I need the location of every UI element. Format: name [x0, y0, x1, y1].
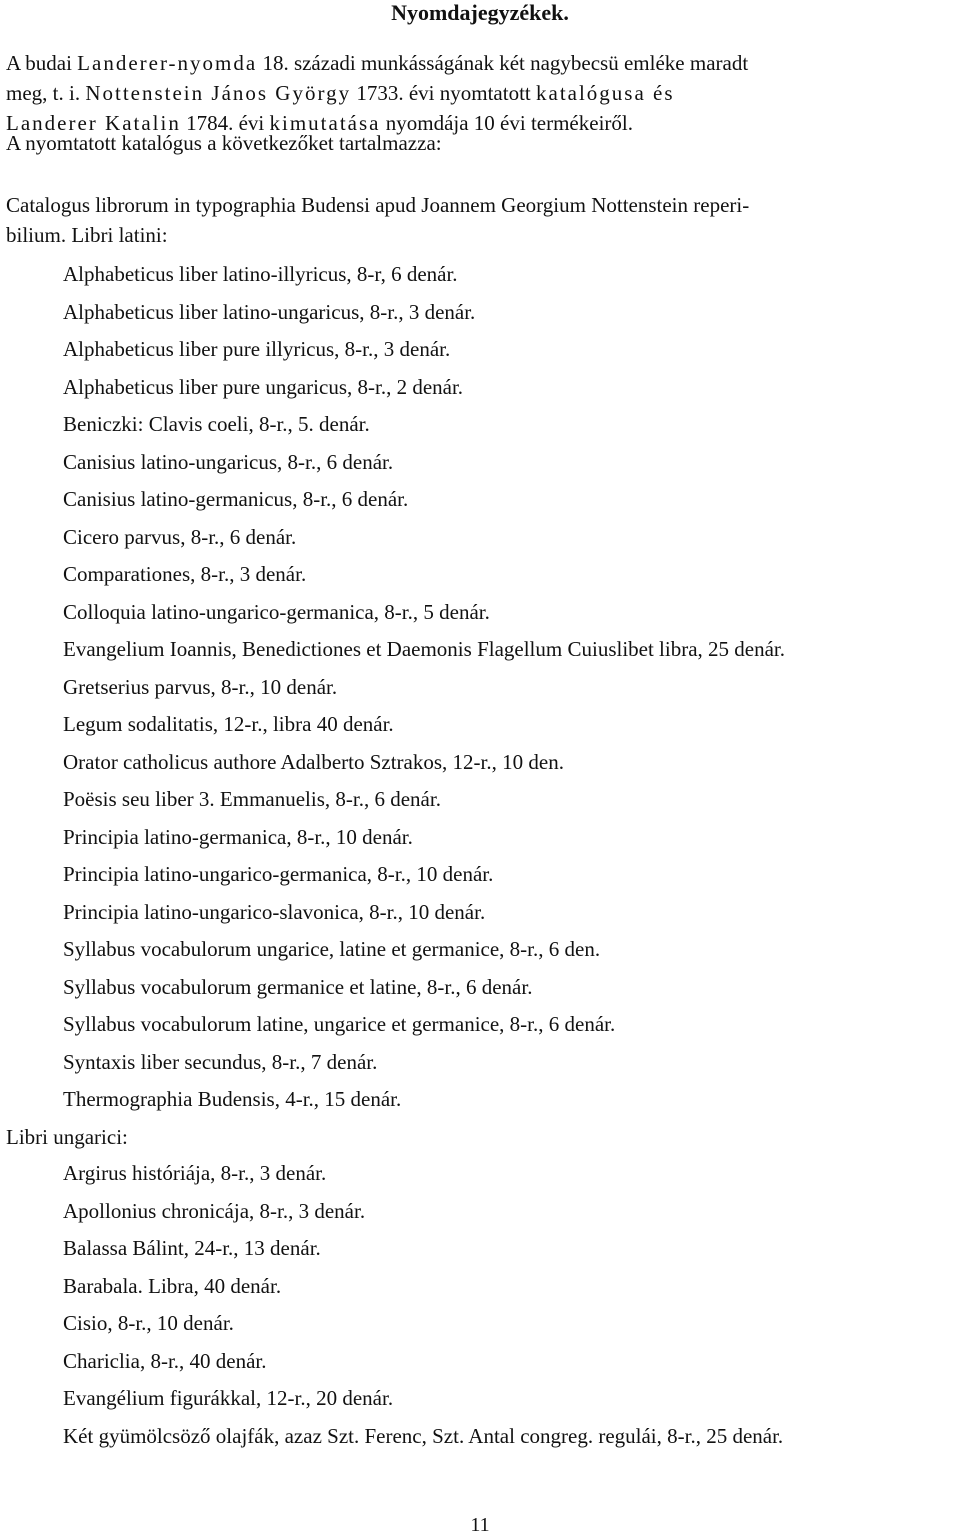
- intro-line: [6, 78, 954, 108]
- list-item: Comparationes, 8-r., 3 denár.: [63, 562, 307, 586]
- emphasized-name: Landerer Katalin: [6, 111, 181, 135]
- list-item: Evangelium Ioannis, Benedictiones et Daemonis Flagellum Cuiuslibet libra, 25 denár.: [63, 637, 786, 661]
- intro-text: 1733. évi nyomtatott: [351, 81, 536, 105]
- catalog-title-line: Catalogus librorum in typographia Budensi apud Joannem Georgium Nottenstein reperi-: [6, 193, 750, 217]
- emphasized-term: katalógusa és: [536, 81, 675, 105]
- intro-line: [6, 48, 954, 78]
- intro-text: 1784. évi: [180, 111, 270, 135]
- list-item: Poësis seu liber 3. Emmanuelis, 8-r., 6 denár.: [63, 787, 441, 811]
- list-item: Balassa Bálint, 24-r., 13 denár.: [63, 1236, 321, 1260]
- libri-ungarici-heading: Libri ungarici:: [6, 1125, 128, 1149]
- libri-ungarici-list: [63, 1158, 783, 1458]
- intro-paragraph: [6, 48, 954, 138]
- list-item: Cicero parvus, 8-r., 6 denár.: [63, 524, 297, 549]
- list-item: Gretserius parvus, 8-r., 10 denár.: [63, 674, 338, 699]
- intro-text: meg, t. i.: [6, 81, 86, 105]
- emphasized-name: Nottenstein János György: [85, 81, 352, 105]
- intro-text: A budai: [6, 51, 78, 75]
- page-title: Nyomdajegyzékek.: [391, 0, 569, 25]
- list-item: Principia latino-ungarico-slavonica, 8-r., 10 denár.: [63, 899, 486, 924]
- emphasized-name: Landerer-nyomda: [77, 51, 258, 75]
- intro-text: 18. századi munkásságának két nagybecsü emléke maradt: [257, 51, 749, 75]
- list-item: Canisius latino-ungaricus, 8-r., 6 denár.: [63, 449, 394, 474]
- list-item: Orator catholicus authore Adalberto Sztrakos, 12-r., 10 den.: [63, 749, 564, 774]
- list-item: Beniczki: Clavis coeli, 8-r., 5. denár.: [63, 412, 370, 436]
- list-item: Alphabeticus liber latino-ungaricus, 8-r., 3 denár.: [63, 299, 476, 324]
- list-item: Alphabeticus liber pure ungaricus, 8-r., 2 denár.: [63, 374, 464, 399]
- list-item: Colloquia latino-ungarico-germanica, 8-r., 5 denár.: [63, 599, 490, 624]
- list-item: Argirus históriája, 8-r., 3 denár.: [63, 1161, 327, 1185]
- emphasized-term: kimutatása: [269, 111, 381, 135]
- list-item: Chariclia, 8-r., 40 denár.: [63, 1348, 267, 1373]
- list-item: Evangélium figurákkal, 12-r., 20 denár.: [63, 1386, 394, 1410]
- list-item: Barabala. Libra, 40 denár.: [63, 1273, 282, 1298]
- catalog-title-line: bilium. Libri latini:: [6, 223, 168, 247]
- list-item: Canisius latino-germanicus, 8-r., 6 denár.: [63, 487, 409, 511]
- catalog-title: [6, 190, 952, 250]
- libri-latini-list: [63, 259, 785, 1122]
- list-item: Syllabus vocabulorum germanice et latine, 8-r., 6 denár.: [63, 974, 533, 999]
- list-item: Cisio, 8-r., 10 denár.: [63, 1311, 234, 1335]
- list-item: Syllabus vocabulorum ungarice, latine et germanice, 8-r., 6 den.: [63, 937, 601, 961]
- list-item: Legum sodalitatis, 12-r., libra 40 denár.: [63, 712, 394, 736]
- list-item: Principia latino-ungarico-germanica, 8-r., 10 denár.: [63, 862, 494, 886]
- list-item: Syntaxis liber secundus, 8-r., 7 denár.: [63, 1049, 378, 1074]
- list-item: Apollonius chronicája, 8-r., 3 denár.: [63, 1198, 366, 1223]
- list-item: Alphabeticus liber pure illyricus, 8-r., 3 denár.: [63, 337, 451, 361]
- list-item: Thermographia Budensis, 4-r., 15 denár.: [63, 1087, 402, 1111]
- list-item: Két gyümölcsöző olajfák, azaz Szt. Ferenc, Szt. Antal congreg. regulái, 8-r., 25 denár.: [63, 1423, 784, 1448]
- list-item: Syllabus vocabulorum latine, ungarice et germanice, 8-r., 6 denár.: [63, 1012, 616, 1036]
- list-item: Principia latino-germanica, 8-r., 10 denár.: [63, 824, 413, 849]
- page-number: 11: [470, 1514, 490, 1536]
- list-item: Alphabeticus liber latino-illyricus, 8-r, 6 denár.: [63, 262, 458, 286]
- intro-text: nyomdája 10 évi termékeiről.: [380, 111, 633, 135]
- catalog-description: A nyomtatott katalógus a következőket tartalmazza:: [6, 131, 442, 155]
